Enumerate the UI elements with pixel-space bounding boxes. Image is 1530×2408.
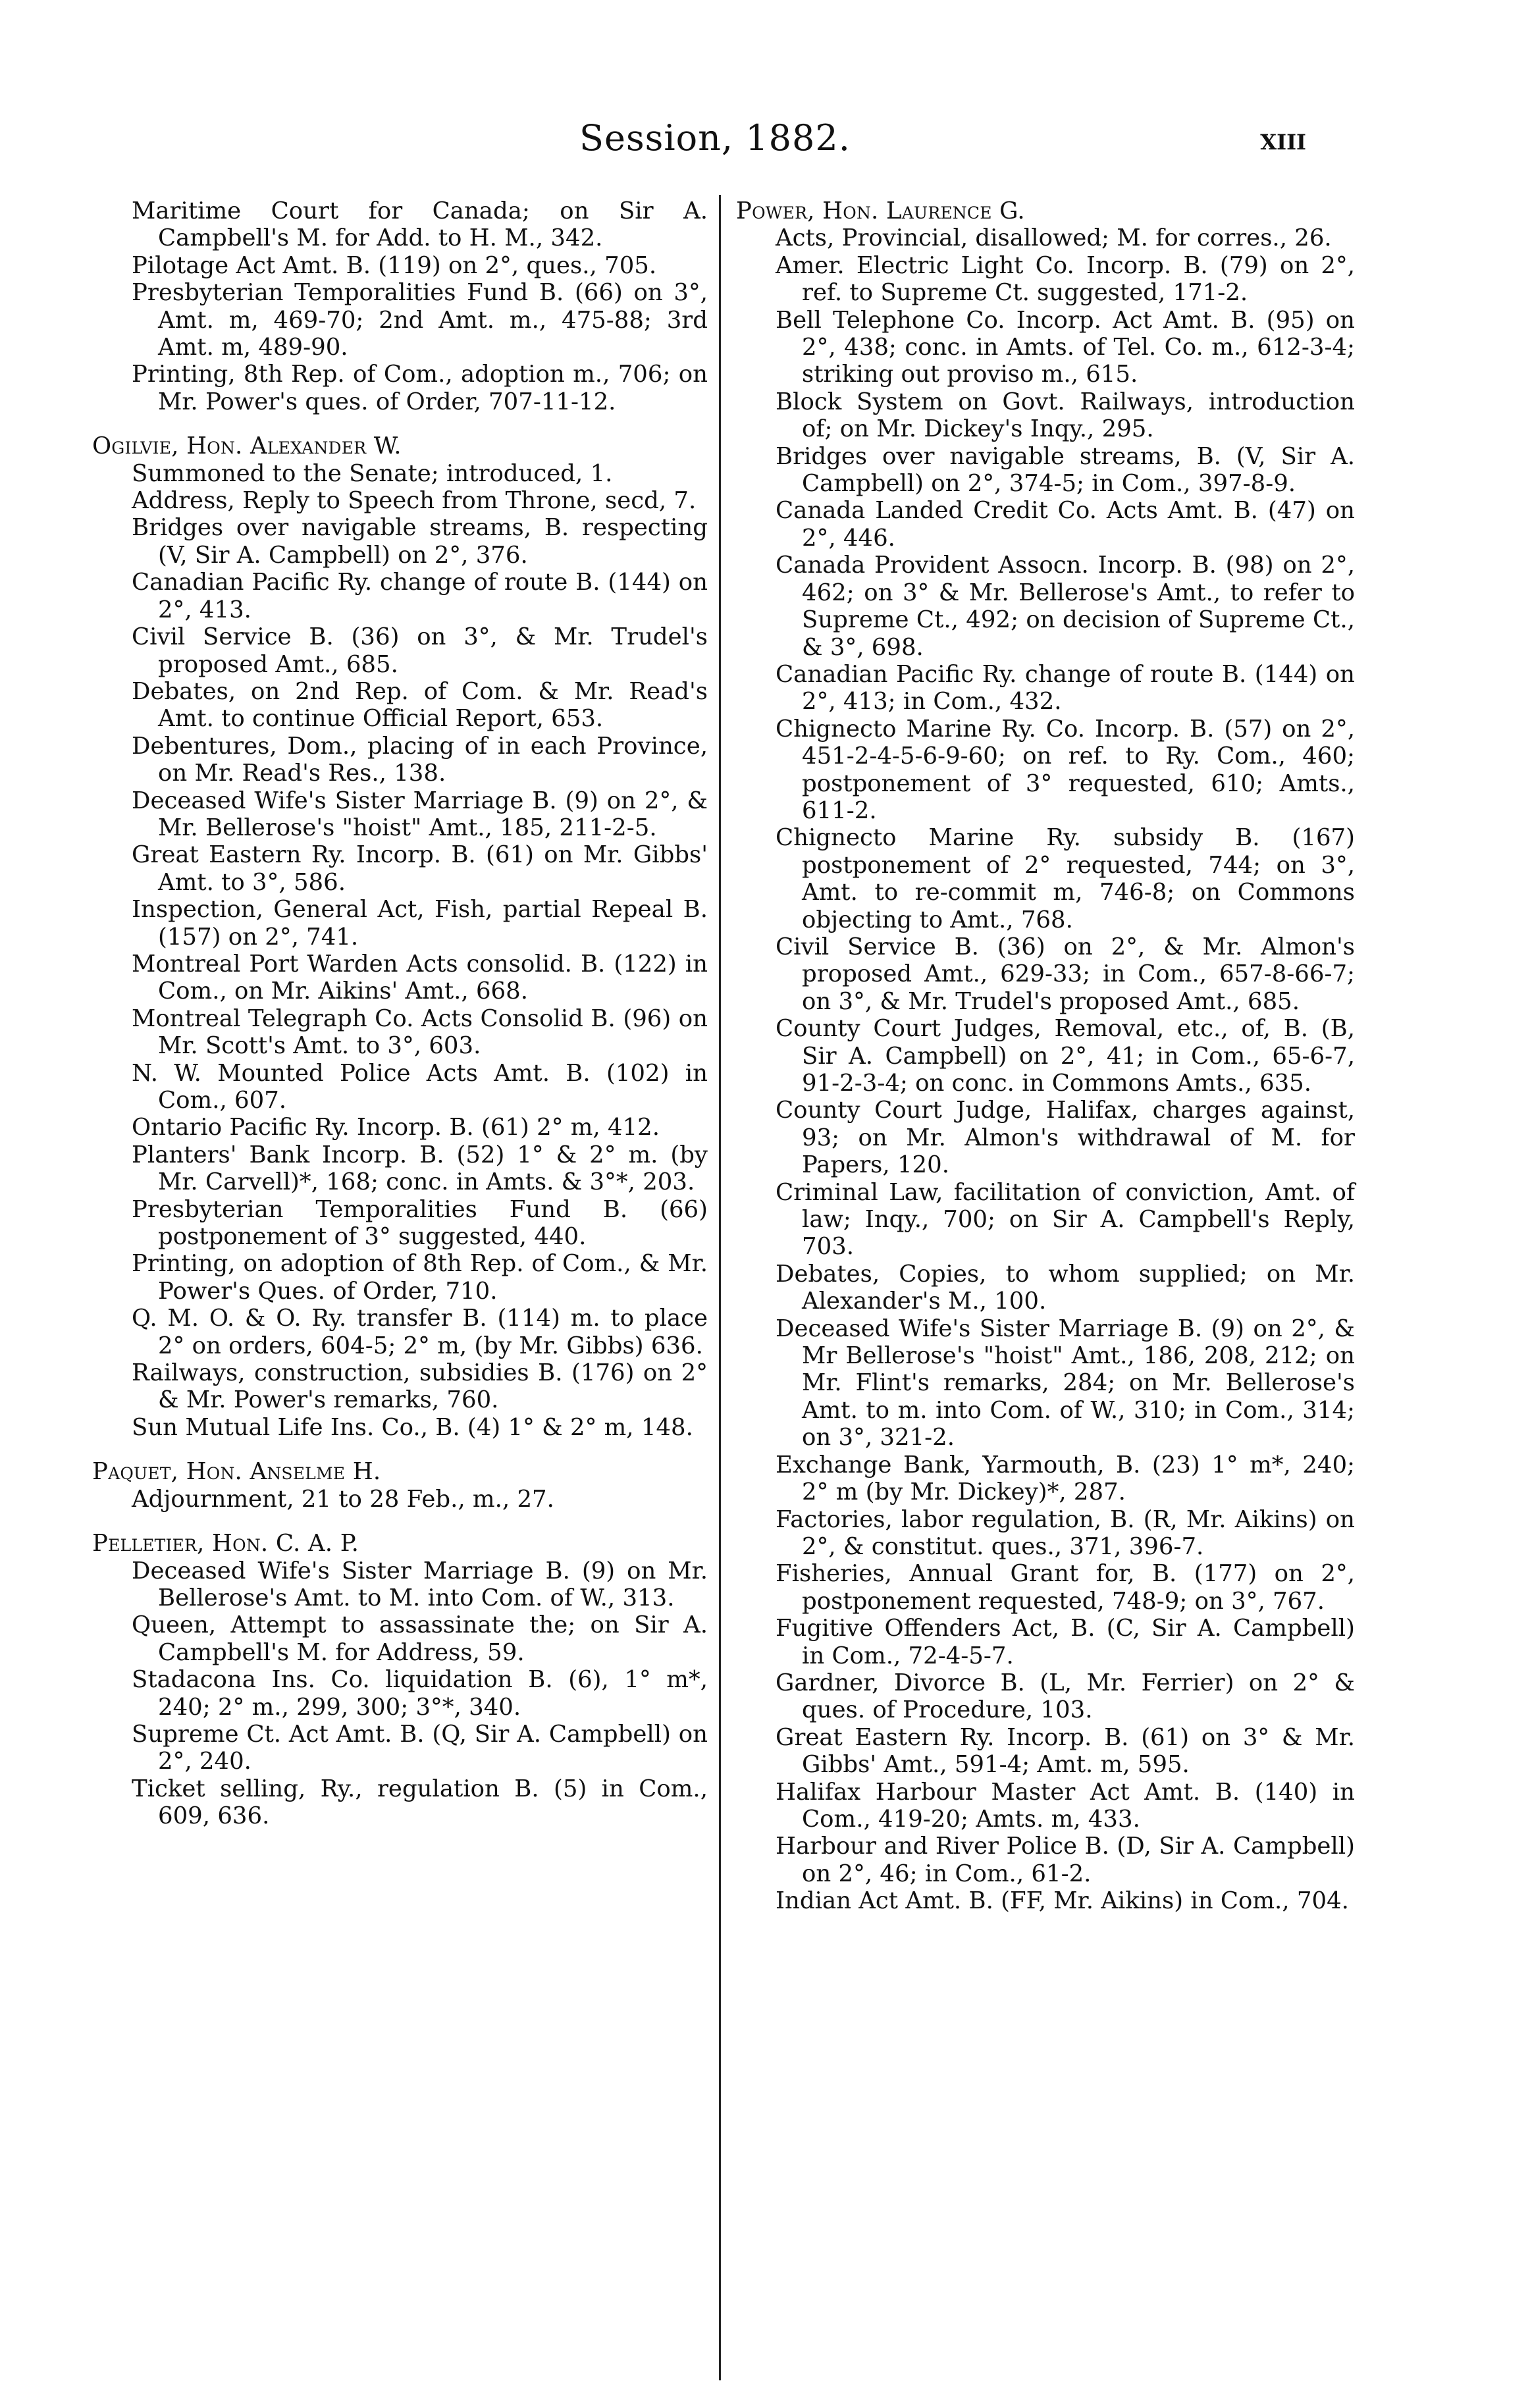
column-divider (719, 195, 721, 2380)
index-entry: Chignecto Marine Ry. Co. Incorp. B. (57) on 2°, 451-2-4-5-6-9-60; on ref. to Ry. Com., 460; postponement of 3° requested, 610; Amts., 611-2. (776, 715, 1355, 824)
member-heading: Power, Hon. Laurence G. (736, 197, 1025, 224)
index-entry: Montreal Port Warden Acts consolid. B. (122) in Com., on Mr. Aikins' Amt., 668. (132, 950, 708, 1005)
index-entry: Harbour and River Police B. (D, Sir A. Campbell) on 2°, 46; in Com., 61-2. (776, 1833, 1355, 1887)
right-column (736, 197, 1355, 1915)
index-entry: Supreme Ct. Act Amt. B. (Q, Sir A. Campbell) on 2°, 240. (132, 1720, 708, 1775)
index-entry: Stadacona Ins. Co. liquidation B. (6), 1° m*, 240; 2° m., 299, 300; 3°*, 340. (132, 1666, 708, 1721)
index-entry: Fisheries, Annual Grant for, B. (177) on 2°, postponement requested, 748-9; on 3°, 767. (776, 1560, 1355, 1615)
index-entry: Canada Provident Assocn. Incorp. B. (98) on 2°, 462; on 3° & Mr. Bellerose's Amt., to refer to Supreme Ct., 492; on decision of Supreme Ct., & 3°, 698. (776, 552, 1355, 661)
index-entry: Deceased Wife's Sister Marriage B. (9) on 2°, & Mr. Bellerose's "hoist" Amt., 185, 211-2-5. (132, 787, 708, 841)
index-entry: Printing, 8th Rep. of Com., adoption m., 706; on Mr. Power's ques. of Order, 707-11-12. (132, 361, 708, 415)
index-entry: Bell Telephone Co. Incorp. Act Amt. B. (95) on 2°, 438; conc. in Amts. of Tel. Co. m., 612-3-4; striking out proviso m., 615. (776, 306, 1355, 388)
index-entry: Factories, labor regulation, B. (R, Mr. Aikins) on 2°, & constitut. ques., 371, 396-7. (776, 1505, 1355, 1560)
index-entry: Chignecto Marine Ry. subsidy B. (167) postponement of 2° requested, 744; on 3°, Amt. to re-commit m, 746-8; on Commons objecting to Amt., 768. (776, 824, 1355, 933)
index-entry: Montreal Telegraph Co. Acts Consolid B. (96) on Mr. Scott's Amt. to 3°, 603. (132, 1005, 708, 1060)
index-section (736, 197, 1355, 1915)
index-entry: Canadian Pacific Ry. change of route B. (144) on 2°, 413. (132, 569, 708, 623)
index-entry: Fugitive Offenders Act, B. (C, Sir A. Campbell) in Com., 72-4-5-7. (776, 1615, 1355, 1669)
index-entry: Canada Landed Credit Co. Acts Amt. B. (47) on 2°, 446. (776, 497, 1355, 552)
index-entry: Pilotage Act Amt. B. (119) on 2°, ques., 705. (132, 251, 657, 279)
index-entry: Summoned to the Senate; introduced, 1. (132, 459, 613, 487)
index-entry: Printing, on adoption of 8th Rep. of Com., & Mr. Power's Ques. of Order, 710. (132, 1250, 708, 1305)
index-entry: Deceased Wife's Sister Marriage B. (9) on Mr. Bellerose's Amt. to M. into Com. of W., 313. (132, 1557, 708, 1611)
index-entry: Queen, Attempt to assassinate the; on Sir A. Campbell's M. for Address, 59. (132, 1611, 708, 1666)
index-entry: Acts, Provincial, disallowed; M. for corres., 26. (776, 224, 1332, 252)
member-heading: Pelletier, Hon. C. A. P. (92, 1530, 359, 1557)
index-entry: Great Eastern Ry. Incorp. B. (61) on 3° & Mr. Gibbs' Amt., 591-4; Amt. m, 595. (776, 1723, 1355, 1779)
index-entry: Civil Service B. (36) on 2°, & Mr. Almon's proposed Amt., 629-33; in Com., 657-8-66-7; on 3°, & Mr. Trudel's proposed Amt., 685. (776, 933, 1355, 1015)
index-entry: Debentures, Dom., placing of in each Province, on Mr. Read's Res., 138. (132, 732, 708, 787)
running-title: Session, 1882. (579, 117, 851, 159)
index-section (92, 1530, 708, 1829)
index-entry: Presbyterian Temporalities Fund B. (66) on 3°, Amt. m, 469-70; 2nd Amt. m., 475-88; 3rd Amt. m, 489-90. (132, 279, 708, 361)
index-entry: Exchange Bank, Yarmouth, B. (23) 1° m*, 240; 2° m (by Mr. Dickey)*, 287. (776, 1451, 1355, 1506)
index-entry: Address, Reply to Speech from Throne, secd, 7. (132, 487, 697, 515)
index-entry: Bridges over navigable streams, B. (V, Sir A. Campbell) on 2°, 374-5; in Com., 397-8-9. (776, 442, 1355, 498)
index-entry: Canadian Pacific Ry. change of route B. (144) on 2°, 413; in Com., 432. (776, 660, 1355, 716)
page-header (0, 117, 1530, 170)
page-number: xiii (1260, 121, 1306, 157)
index-entry: Gardner, Divorce B. (L, Mr. Ferrier) on 2° & ques. of Procedure, 103. (776, 1669, 1355, 1724)
index-entry: Ticket selling, Ry., regulation B. (5) in Com., 609, 636. (132, 1775, 708, 1830)
index-entry: Indian Act Amt. B. (FF, Mr. Aikins) in Com., 704. (776, 1887, 1349, 1915)
index-section (92, 432, 708, 1441)
index-entry: Presbyterian Temporalities Fund B. (66) postponement of 3° suggested, 440. (132, 1195, 708, 1251)
index-entry: Railways, construction, subsidies B. (176) on 2° & Mr. Power's remarks, 760. (132, 1359, 708, 1414)
index-entry: Bridges over navigable streams, B. respecting (V, Sir A. Campbell) on 2°, 376. (132, 514, 708, 569)
index-entry: Debates, Copies, to whom supplied; on Mr. Alexander's M., 100. (776, 1260, 1355, 1315)
member-heading: Paquet, Hon. Anselme H. (92, 1458, 381, 1486)
member-heading: Ogilvie, Hon. Alexander W. (92, 432, 402, 460)
index-entry: Ontario Pacific Ry. Incorp. B. (61) 2° m, 412. (132, 1114, 660, 1141)
index-entry: Q. M. O. & O. Ry. transfer B. (114) m. to place 2° on orders, 604-5; 2° m, (by Mr. Gibbs) 636. (132, 1305, 708, 1359)
index-entry: Planters' Bank Incorp. B. (52) 1° & 2° m. (by Mr. Carvell)*, 168; conc. in Amts. & 3°*, 203. (132, 1141, 708, 1196)
index-entry: Amer. Electric Light Co. Incorp. B. (79) on 2°, ref. to Supreme Ct. suggested, 171-2. (776, 251, 1355, 307)
index-entry: Criminal Law, facilitation of conviction, Amt. of law; Inqy., 700; on Sir A. Campbell's Reply, 703. (776, 1178, 1355, 1261)
index-entry: County Court Judges, Removal, etc., of, B. (B, Sir A. Campbell) on 2°, 41; in Com., 65-6-7, 91-2-3-4; on conc. in Commons Amts., 635. (776, 1015, 1355, 1097)
index-entry: Deceased Wife's Sister Marriage B. (9) on 2°, & Mr Bellerose's "hoist" Amt., 186, 208, 212; on Mr. Flint's remarks, 284; on Mr. Bellerose's Amt. to m. into Com. of W., 310; in Com., 314; on 3°, 321-2. (776, 1315, 1355, 1452)
index-entry: Adjournment, 21 to 28 Feb., m., 27. (132, 1485, 554, 1513)
index-section (92, 1458, 708, 1513)
index-entry: Maritime Court for Canada; on Sir A. Campbell's M. for Add. to H. M., 342. (132, 197, 708, 252)
index-entry: Debates, on 2nd Rep. of Com. & Mr. Read's Amt. to continue Official Report, 653. (132, 677, 708, 733)
index-entry: Great Eastern Ry. Incorp. B. (61) on Mr. Gibbs' Amt. to 3°, 586. (132, 841, 708, 896)
index-entry: N. W. Mounted Police Acts Amt. B. (102) in Com., 607. (132, 1059, 708, 1114)
index-entry: Civil Service B. (36) on 3°, & Mr. Trudel's proposed Amt., 685. (132, 623, 708, 678)
index-entry: Halifax Harbour Master Act Amt. B. (140) in Com., 419-20; Amts. m, 433. (776, 1778, 1355, 1833)
index-entry: Block System on Govt. Railways, introduction of; on Mr. Dickey's Inqy., 295. (776, 388, 1355, 443)
index-entry: Inspection, General Act, Fish, partial Repeal B. (157) on 2°, 741. (132, 896, 708, 951)
index-section (92, 197, 708, 415)
index-entry: County Court Judge, Halifax, charges against, 93; on Mr. Almon's withdrawal of M. for Papers, 120. (776, 1097, 1355, 1179)
index-entry: Sun Mutual Life Ins. Co., B. (4) 1° & 2° m, 148. (132, 1413, 693, 1441)
left-column (92, 197, 708, 1830)
